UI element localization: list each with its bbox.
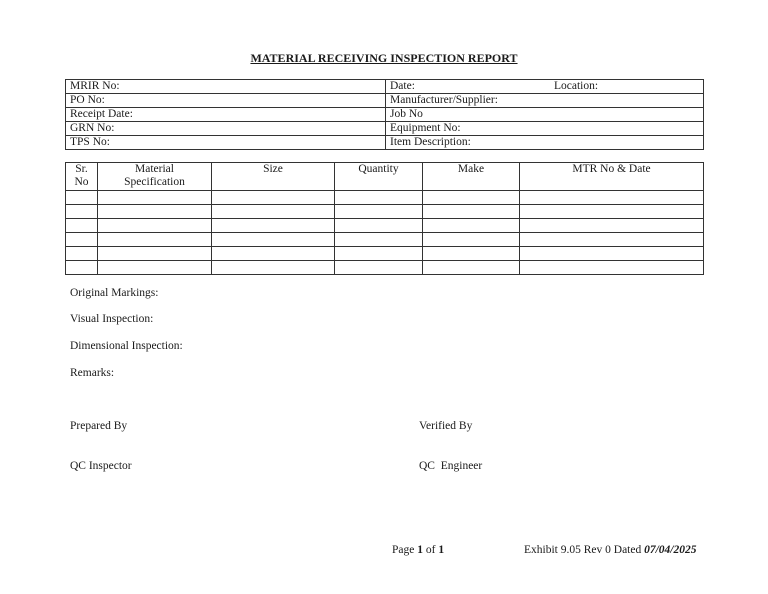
table-cell xyxy=(66,219,98,233)
date-cell xyxy=(386,80,704,94)
table-cell xyxy=(335,219,423,233)
col-mtr-no-date: MTR No & Date xyxy=(520,163,704,191)
header-info-table xyxy=(65,79,704,150)
table-cell xyxy=(335,205,423,219)
col-size: Size xyxy=(212,163,335,191)
manufacturer-supplier-label: Manufacturer/Supplier: xyxy=(386,94,704,108)
qc-engineer-label: QC Engineer xyxy=(419,460,483,472)
location-label: Location: xyxy=(554,80,599,92)
job-no-label: Job No xyxy=(386,108,704,122)
table-cell xyxy=(212,219,335,233)
table-cell xyxy=(423,219,520,233)
total-pages: 1 xyxy=(438,544,445,556)
table-cell xyxy=(520,205,704,219)
table-row xyxy=(66,191,704,205)
table-row xyxy=(66,247,704,261)
table-cell xyxy=(423,247,520,261)
page-title: MATERIAL RECEIVING INSPECTION REPORT xyxy=(250,51,518,65)
current-page: 1 xyxy=(417,544,423,556)
item-description-label: Item Description: xyxy=(386,136,704,150)
table-cell xyxy=(212,233,335,247)
table-cell xyxy=(66,191,98,205)
exhibit-reference: Exhibit 9.05 Rev 0 Dated 07/04/2025 xyxy=(524,544,697,556)
table-cell xyxy=(335,233,423,247)
table-cell xyxy=(335,261,423,275)
table-cell xyxy=(212,247,335,261)
table-cell xyxy=(520,261,704,275)
col-make: Make xyxy=(423,163,520,191)
table-cell xyxy=(423,233,520,247)
table-cell xyxy=(520,247,704,261)
page-number: Page 1 of 1 xyxy=(392,544,445,556)
table-cell xyxy=(423,261,520,275)
table-cell xyxy=(66,205,98,219)
table-cell xyxy=(66,261,98,275)
col-quantity: Quantity xyxy=(335,163,423,191)
verified-by-label: Verified By xyxy=(419,420,473,432)
table-cell xyxy=(98,247,212,261)
equipment-no-label: Equipment No: xyxy=(386,122,704,136)
dimensional-inspection-label: Dimensional Inspection: xyxy=(70,340,183,352)
table-cell xyxy=(335,247,423,261)
table-row xyxy=(66,233,704,247)
grn-no-label: GRN No: xyxy=(66,122,386,136)
table-cell xyxy=(335,191,423,205)
table-cell xyxy=(212,261,335,275)
qc-inspector-label: QC Inspector xyxy=(70,460,132,472)
receipt-date-label: Receipt Date: xyxy=(66,108,386,122)
table-row xyxy=(66,219,704,233)
col-material-specification: Material Specification xyxy=(98,163,212,191)
mrir-no-label: MRIR No: xyxy=(66,80,386,94)
remarks-label: Remarks: xyxy=(70,367,115,379)
table-cell xyxy=(98,261,212,275)
table-cell xyxy=(212,205,335,219)
material-items-table xyxy=(65,162,704,275)
table-cell xyxy=(66,233,98,247)
table-cell xyxy=(520,233,704,247)
col-sr-no: Sr. No xyxy=(66,163,98,191)
table-cell xyxy=(98,219,212,233)
exhibit-date: 07/04/2025 xyxy=(644,544,697,556)
table-cell xyxy=(520,219,704,233)
table-cell xyxy=(98,191,212,205)
table-cell xyxy=(212,191,335,205)
original-markings-label: Original Markings: xyxy=(70,287,159,299)
table-cell xyxy=(520,191,704,205)
tps-no-label: TPS No: xyxy=(66,136,386,150)
table-cell xyxy=(423,191,520,205)
table-cell xyxy=(423,205,520,219)
table-cell xyxy=(98,205,212,219)
table-row xyxy=(66,261,704,275)
table-cell xyxy=(66,247,98,261)
visual-inspection-label: Visual Inspection: xyxy=(70,313,154,325)
po-no-label: PO No: xyxy=(66,94,386,108)
table-row xyxy=(66,205,704,219)
table-cell xyxy=(98,233,212,247)
date-label: Date: xyxy=(390,80,415,92)
prepared-by-label: Prepared By xyxy=(70,420,128,432)
